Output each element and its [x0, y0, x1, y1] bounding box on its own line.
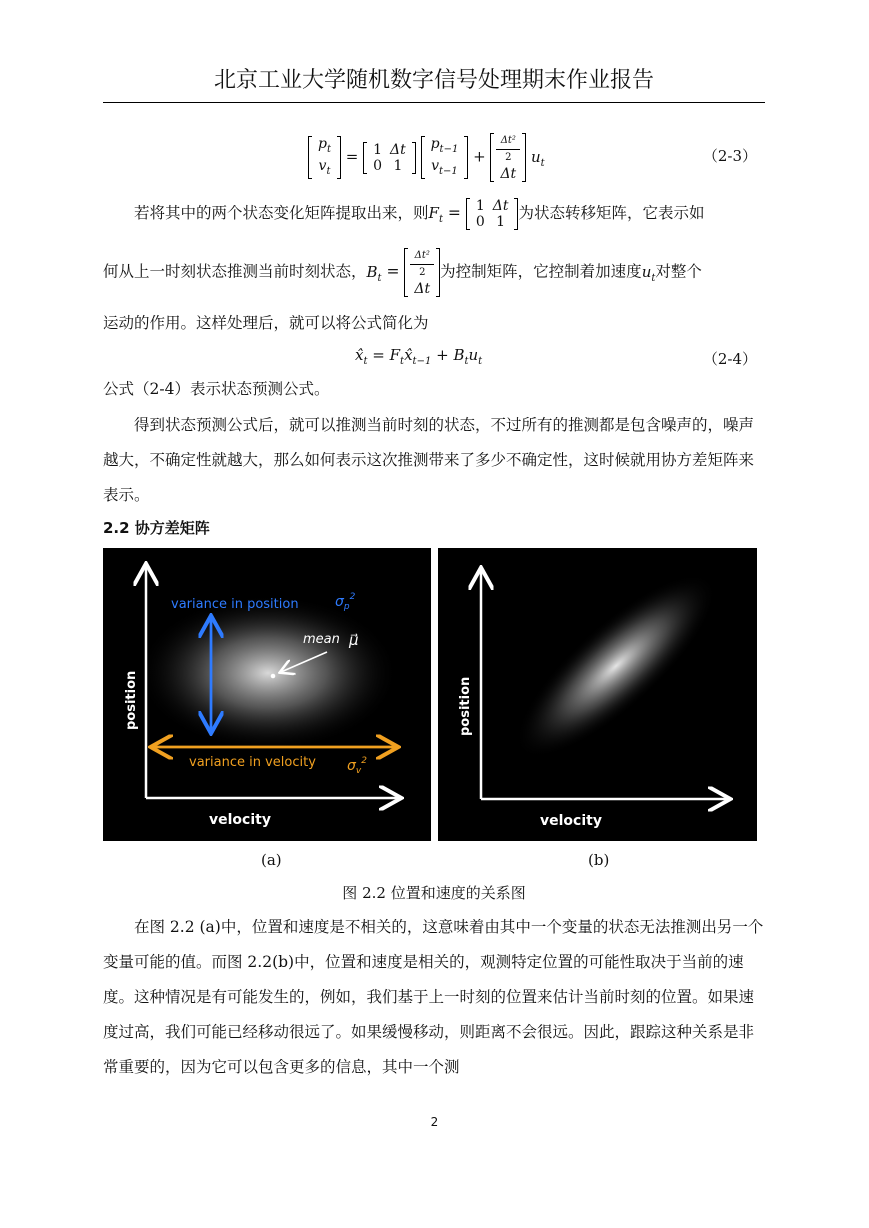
text: 运动的作用。这样处理后，就可以将公式简化为 — [103, 314, 429, 332]
figure-b — [438, 548, 757, 841]
subcaption-a: (a) — [261, 851, 282, 869]
x-axis-label: velocity — [209, 812, 271, 828]
text: 对整个 — [655, 262, 702, 281]
distribution-blob — [138, 595, 398, 751]
paragraph: 若将其中的两个状态变化矩阵提取出来，则$F_t$ = 1 Δt 0 1 为状态转移矩阵，它表示如 — [134, 198, 705, 230]
page-number: 2 — [430, 1115, 439, 1129]
figure-a — [103, 548, 431, 841]
mu-symbol: μ⃗ — [349, 631, 359, 649]
mean-label: mean — [303, 632, 340, 647]
equation-2-3-body: $p_t$ $v_t$ = 1 Δt 0 1 $p_{t-1}$ $v_{t-1}$ + Δt² 2 Δt $u_t$ — [308, 133, 545, 182]
text: 得到状态预测公式后，就可以推测当前时刻的状态，不过所有的推测都是包含噪声的，噪声越大，不确定性就越大，那么如何表示这次推测带来了多少不确定性，这时候就用协方差矩阵来表示。 — [103, 416, 755, 504]
paragraph-line: 何从上一时刻状态推测当前时刻状态，$B_t$ = Δt² 2 Δt 为控制矩阵，它控制着加速度$u_t$对整个 — [103, 250, 702, 297]
y-axis-label: position — [124, 670, 139, 730]
variance-velocity-label: variance in velocity — [189, 755, 316, 770]
x-axis-label: velocity — [540, 813, 602, 829]
text: 为状态转移矩阵，它表示如 — [518, 204, 705, 222]
header-title: 北京工业大学随机数字信号处理期末作业报告 — [213, 68, 654, 93]
mean-point — [271, 674, 276, 679]
variance-position-label: variance in position — [171, 597, 299, 612]
sigma-v-symbol: $\sigma_v^2$ — [347, 756, 367, 776]
text: 公式（2-4）表示状态预测公式。 — [103, 380, 330, 398]
section-title: 2.2 协方差矩阵 — [103, 519, 210, 537]
page-header — [103, 66, 765, 103]
paragraph — [103, 372, 765, 407]
equation-number: （2-4） — [702, 350, 757, 368]
paragraph — [103, 408, 765, 513]
sigma-p-symbol: $\sigma_p^2$ — [335, 592, 356, 612]
y-axis-label: position — [458, 676, 473, 736]
correlated-distribution-blob — [491, 548, 740, 784]
figure-caption: 图 2.2 位置和速度的关系图 — [342, 884, 526, 902]
equation-2-3 — [103, 133, 765, 182]
equation-2-4-body: $x̂_t$ = $F_tx̂_{t-1} + B_tu_t$ — [355, 346, 483, 367]
figure-b-graphic — [438, 548, 757, 841]
paragraph-line — [103, 306, 765, 341]
equation-number: （2-3） — [702, 147, 757, 165]
text: 何从上一时刻状态推测当前时刻状态， — [103, 262, 367, 281]
text: 为控制矩阵，它控制着加速度 — [440, 262, 642, 281]
text: 在图 2.2 (a)中，位置和速度是不相关的，这意味着由其中一个变量的状态无法推测出另一个变量可能的值。而图 2.2(b)中，位置和速度是相关的，观测特定位置的可能性取决于当前的速度。这种情况是有可能发生的，例如，我们基于上一时刻的位置来估计当前时刻的位置。如果速度过高，我们可能已经移动很远了。如果缓慢移动，则距离不会很远。因此，跟踪这种关系是非常重要的，因为它可以包含更多的信息，其中一个测 — [103, 918, 764, 1076]
text: 若将其中的两个状态变化矩阵提取出来，则 — [134, 204, 429, 222]
paragraph — [103, 910, 765, 1085]
subcaption-b: (b) — [588, 851, 610, 869]
section-heading — [103, 517, 210, 538]
figure-a-graphic — [103, 548, 431, 841]
